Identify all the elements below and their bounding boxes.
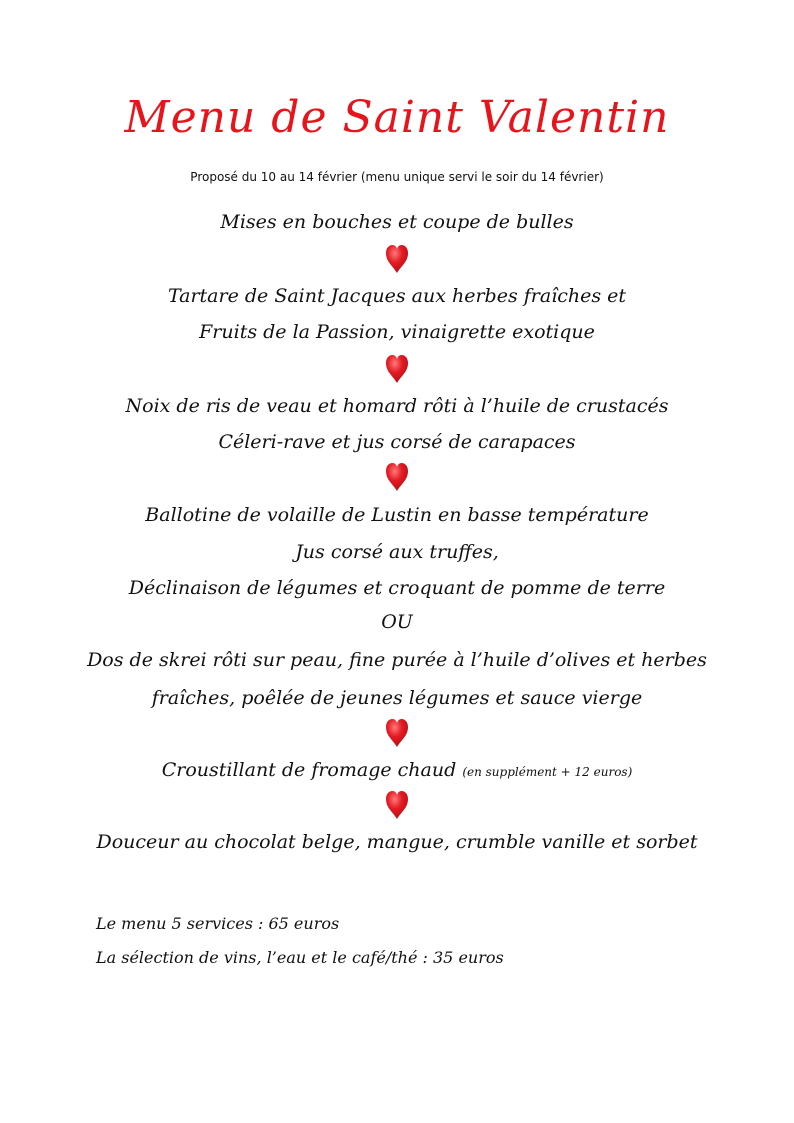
course-starter-line1: Tartare de Saint Jacques aux herbes fraîches et <box>167 285 627 307</box>
price-menu: Le menu 5 services : 65 euros <box>96 914 340 933</box>
course-or-separator: OU <box>381 611 413 633</box>
course-alt-line2: fraîches, poêlée de jeunes légumes et sauce vierge <box>151 687 643 709</box>
price-wine: La sélection de vins, l’eau et le café/thé : 35 euros <box>96 948 504 967</box>
course-dessert: Douceur au chocolat belge, mangue, crumble vanille et sorbet <box>96 831 698 853</box>
course-starter-line2: Fruits de la Passion, vinaigrette exotique <box>199 321 595 343</box>
heart-icon <box>385 462 409 492</box>
menu-subtitle: Proposé du 10 au 14 février (menu unique servi le soir du 14 février) <box>190 170 604 184</box>
course-cheese-note: (en supplément + 12 euros) <box>462 765 633 779</box>
heart-icon <box>385 354 409 384</box>
heart-icon <box>385 718 409 748</box>
course-fish-line1: Noix de ris de veau et homard rôti à l’huile de crustacés <box>125 395 669 417</box>
course-alt-line1: Dos de skrei rôti sur peau, fine purée à l’huile d’olives et herbes <box>87 649 707 671</box>
course-main-line2: Jus corsé aux truffes, <box>295 541 499 563</box>
course-cheese-name: Croustillant de fromage chaud <box>161 759 457 781</box>
course-main-line3: Déclinaison de légumes et croquant de pomme de terre <box>128 577 666 599</box>
course-fish-line2: Céleri-rave et jus corsé de carapaces <box>218 431 576 453</box>
menu-title: Menu de Saint Valentin <box>124 92 670 143</box>
course-amuse: Mises en bouches et coupe de bulles <box>220 211 574 233</box>
course-cheese <box>0 758 794 784</box>
heart-icon <box>385 244 409 274</box>
heart-icon <box>385 790 409 820</box>
course-main-line1: Ballotine de volaille de Lustin en basse température <box>145 504 649 526</box>
